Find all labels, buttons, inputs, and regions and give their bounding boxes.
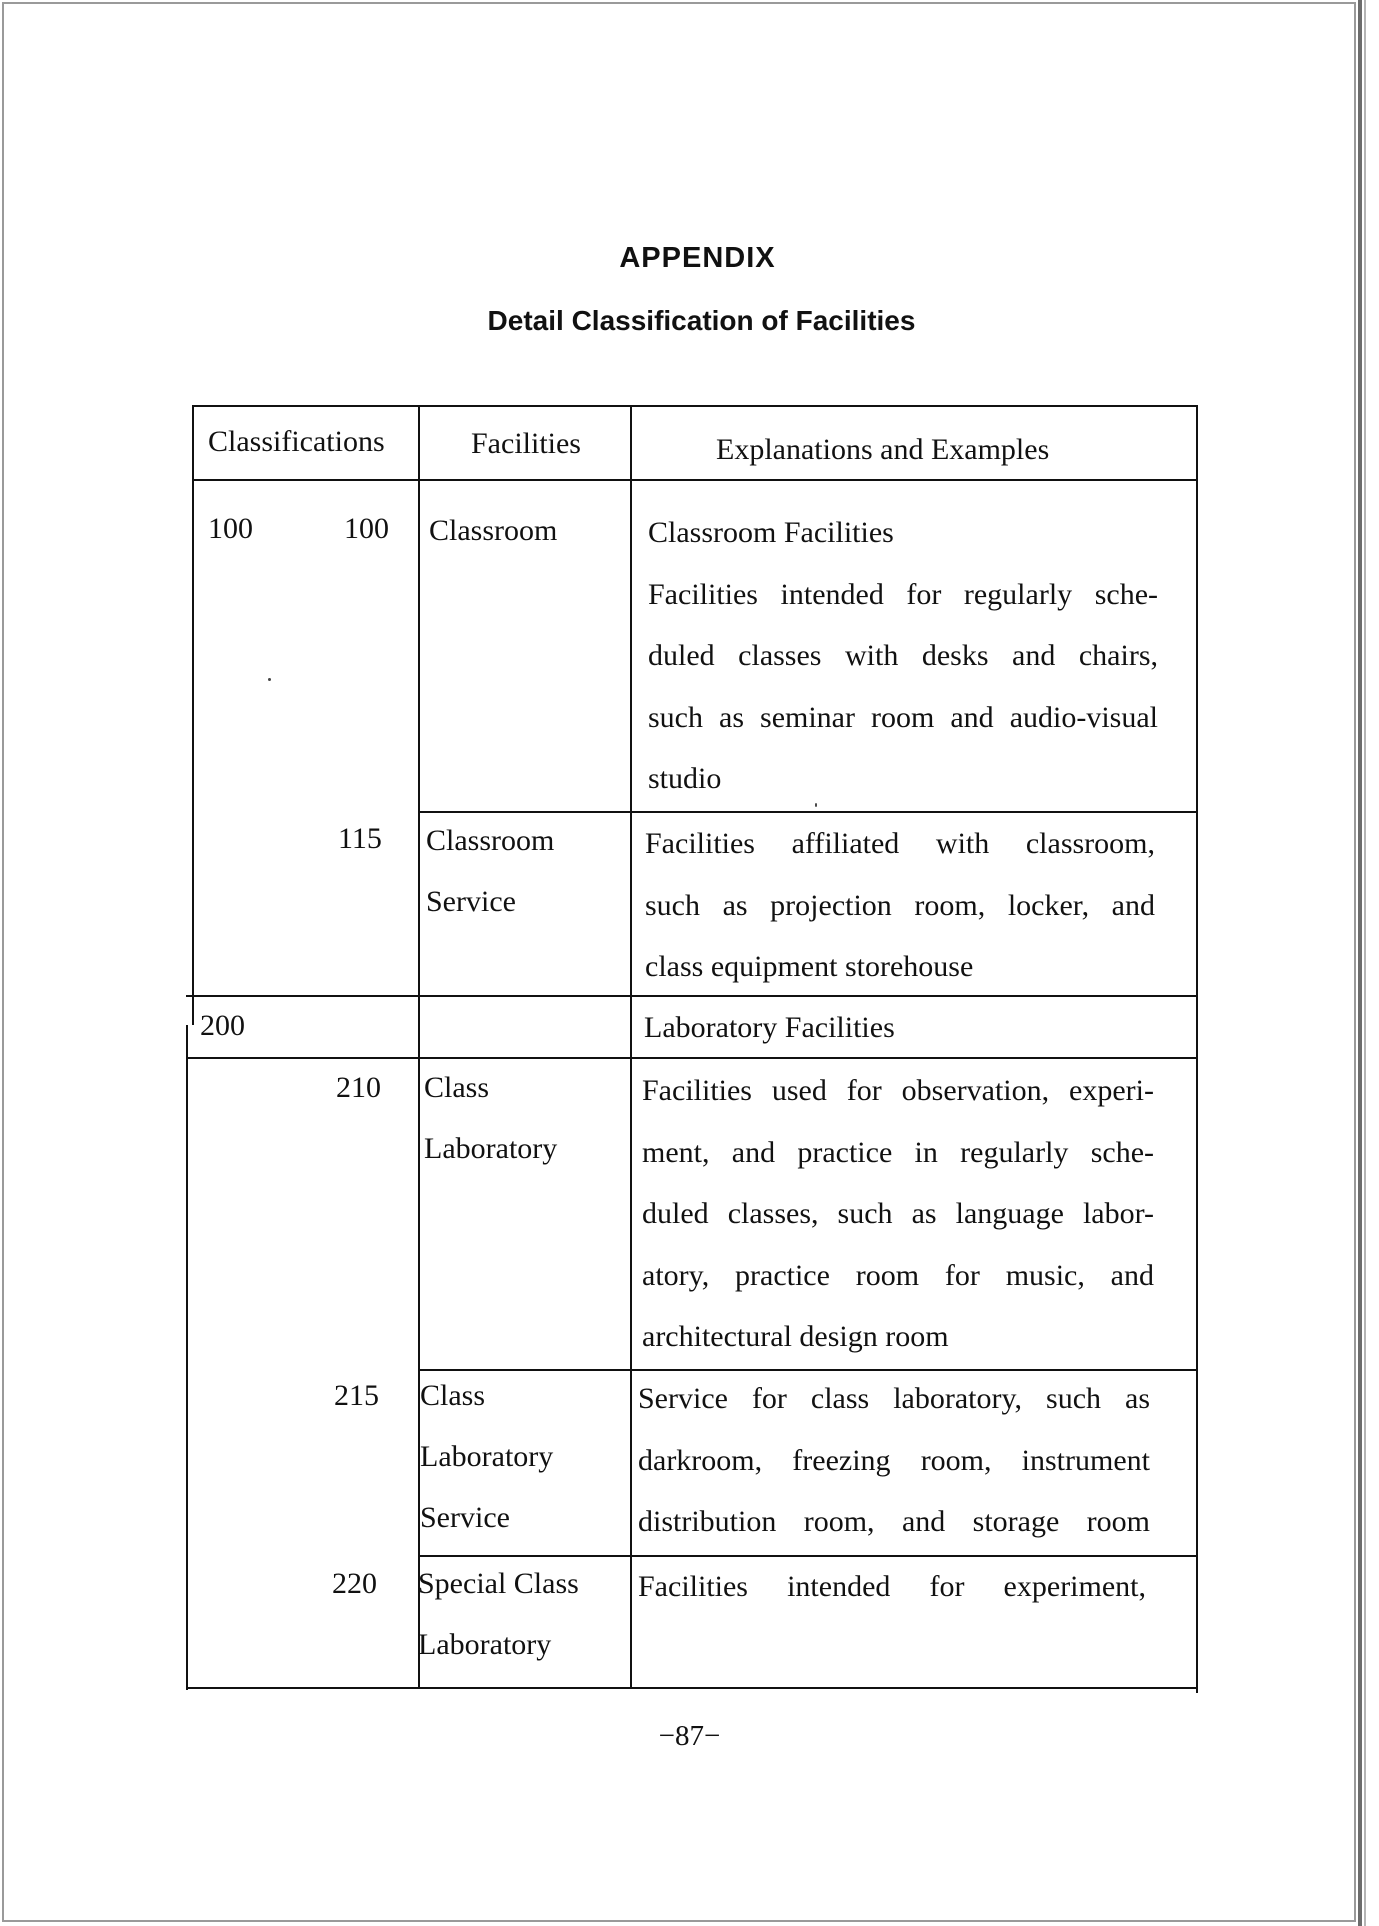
explanation-class-laboratory-service — [638, 1368, 1150, 1553]
explanation-line: such as projection room, locker, and — [645, 888, 1155, 922]
explanation-line: Facilities intended for experiment, — [638, 1570, 1146, 1603]
explanation-line: duled classes, such as language labor- — [642, 1197, 1154, 1230]
group-code-100: 100 — [208, 512, 253, 545]
explanation-line: darkroom, freezing room, instrument — [638, 1443, 1150, 1477]
scan-speck — [268, 678, 271, 681]
explanation-line: such as seminar room and audio-visual — [648, 700, 1158, 734]
table-header-bottom-border — [192, 479, 1198, 481]
header-facilities: Facilities — [471, 427, 581, 460]
explanation-line: studio — [648, 762, 722, 795]
explanation-line: architectural design room — [642, 1320, 949, 1353]
appendix-subtitle: Detail Classification of Facilities — [487, 305, 916, 336]
facility-classroom-service-line2: Service — [426, 885, 516, 918]
code-100: 100 — [344, 512, 389, 545]
explanation-line: Laboratory Facilities — [644, 1011, 895, 1044]
table-bottom-border — [186, 1687, 1198, 1689]
table-left-border-header — [192, 405, 194, 481]
explanation-laboratory-facilities — [644, 997, 1154, 1059]
page-number: −87− — [658, 1720, 721, 1752]
table-left-border-body-top — [192, 475, 194, 1025]
explanation-line: class equipment storehouse — [645, 950, 974, 983]
facility-classroom: Classroom — [429, 514, 558, 547]
facility-classroom-service-line1: Classroom — [426, 824, 555, 857]
column-separator-2 — [630, 405, 632, 1689]
header-classifications: Classifications — [208, 425, 385, 458]
header-explanations: Explanations and Examples — [716, 433, 1050, 466]
facility-class-laboratory-line2: Laboratory — [424, 1132, 558, 1165]
facility-special-class-laboratory-line2: Laboratory — [418, 1628, 552, 1661]
explanation-classroom-service — [645, 813, 1155, 998]
facility-class-laboratory-service-line3: Service — [420, 1501, 510, 1534]
facility-class-laboratory-line1: Class — [424, 1071, 490, 1104]
explanation-line: duled classes with desks and chairs, — [648, 639, 1158, 672]
explanation-line: distribution room, and storage room — [638, 1505, 1150, 1538]
explanation-classroom — [648, 502, 1158, 810]
classification-table — [186, 405, 1198, 1693]
explanation-line: Facilities used for observation, experi- — [642, 1074, 1154, 1107]
scan-speck — [815, 803, 817, 807]
explanation-line: Service for class laboratory, such as — [638, 1382, 1150, 1415]
group-code-200: 200 — [200, 1009, 245, 1042]
page-edge-shadow — [1358, 0, 1362, 1926]
explanation-line: Facilities affiliated with classroom, — [645, 827, 1155, 860]
code-210: 210 — [336, 1071, 381, 1104]
explanation-line: Facilities intended for regularly sche- — [648, 577, 1158, 611]
explanation-line: ment, and practice in regularly sche- — [642, 1135, 1154, 1169]
facility-class-laboratory-service-line1: Class — [420, 1379, 486, 1412]
explanation-class-laboratory — [642, 1060, 1154, 1368]
explanation-line: Classroom Facilities — [648, 516, 894, 549]
facility-class-laboratory-service-line2: Laboratory — [420, 1440, 554, 1473]
code-220: 220 — [332, 1567, 377, 1600]
explanation-line: atory, practice room for music, and — [642, 1258, 1154, 1292]
code-215: 215 — [334, 1379, 379, 1412]
page-edge-highlight — [1364, 0, 1366, 1926]
code-115: 115 — [338, 822, 382, 855]
explanation-special-class-laboratory — [638, 1556, 1146, 1618]
table-right-border — [1196, 405, 1198, 1693]
appendix-title: APPENDIX — [619, 242, 776, 274]
facility-special-class-laboratory-line1: Special Class — [418, 1567, 579, 1600]
table-left-border-body-bottom — [186, 1025, 188, 1690]
table-top-border — [192, 405, 1198, 407]
